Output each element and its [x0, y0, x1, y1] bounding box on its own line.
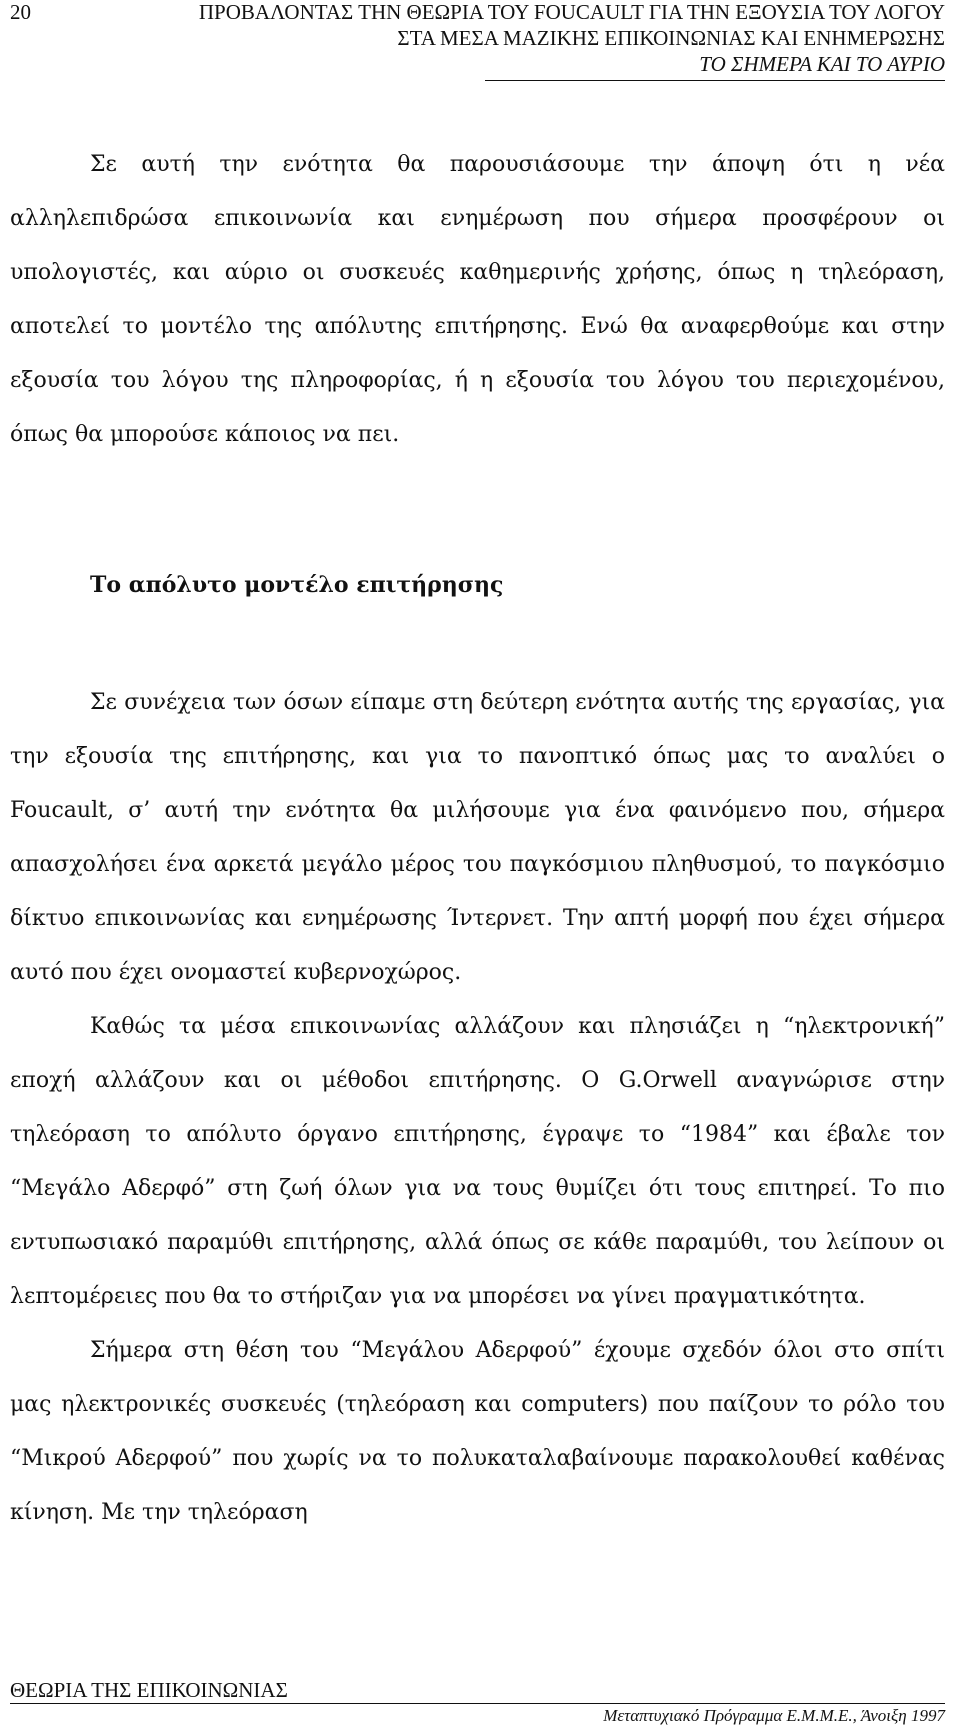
running-header-line-3: ΤΟ ΣΗΜΕΡΑ ΚΑΙ ΤΟ ΑΥΡΙΟ — [699, 52, 945, 76]
running-header-line-1: ΠΡΟΒΑΛΟΝΤΑΣ ΤΗΝ ΘΕΩΡΙΑ ΤΟΥ FOUCAULT ΓΙΑ ΤΗΝ ΕΞΟΥΣΙΑ ΤΟΥ ΛΟΓΟΥ — [198, 0, 945, 24]
section-heading: Το απόλυτο μοντέλο επιτήρησης — [90, 572, 504, 598]
body-paragraph-1: Σε συνέχεια των όσων είπαμε στη δεύτερη ενότητα αυτής της εργασίας, για την εξουσία της επιτήρησης, και για το πανοπτικό όπως μας το αναλύει ο Foucault, σ’ αυτή την ενότητα θα μιλήσουμε για ένα φαινόμενο που, σήμερα απασχολήσει ένα αρκετά μεγάλο μέρος του παγκόσμιου πληθυσμού, το παγκόσμιο δίκτυο επικοινωνίας και ενημέρωσης Ίντερνετ. Την απτή μορφή που έχει σήμερα αυτό που έχει ονομαστεί κυβερνοχώρος. — [10, 690, 945, 985]
body-paragraph-3: Σήμερα στη θέση του “Μεγάλου Αδερφού” έχουμε σχεδόν όλοι στο σπίτι μας ηλεκτρονικές συσκευές (τηλεόραση και computers) που παίζουν το ρόλο του “Μικρού Αδερφού” που χωρίς να το πολυκαταλαβαίνουμε παρακολουθεί καθένας κίνηση. Με την τηλεόραση — [10, 1338, 945, 1525]
intro-section — [10, 138, 945, 462]
body-paragraph-2: Καθώς τα μέσα επικοινωνίας αλλάζουν και πλησιάζει η “ηλεκτρονική” εποχή αλλάζουν και οι μέθοδοι επιτήρησης. Ο G.Orwell αναγνώρισε στην τηλεόραση το απόλυτο όργανο επιτήρησης, έγραψε το “1984” και έβαλε τον “Μεγάλο Αδερφό” στη ζωή όλων για να τους θυμίζει ότι τους επιτηρεί. Το πιο εντυπωσιακό παραμύθι επιτήρησης, αλλά όπως σε κάθε παραμύθι, του λείπουν οι λεπτομέρειες που θα το στήριζαν για να μπορέσει να γίνει πραγματικότητα. — [10, 1014, 945, 1309]
page-number: 20 — [10, 0, 31, 24]
header-rule — [485, 80, 945, 81]
running-header-line-2: ΣΤΑ ΜΕΣΑ ΜΑΖΙΚΗΣ ΕΠΙΚΟΙΝΩΝΙΑΣ ΚΑΙ ΕΝΗΜΕΡΩΣΗΣ — [397, 26, 945, 50]
intro-paragraph: Σε αυτή την ενότητα θα παρουσιάσουμε την άποψη ότι η νέα αλληλεπιδρώσα επικοινωνία και ενημέρωση που σήμερα προσφέρουν οι υπολογιστές, και αύριο οι συσκευές καθημερινής χρήσης, όπως η τηλεόραση, αποτελεί το μοντέλο της απόλυτης επιτήρησης. Ενώ θα αναφερθούμε και στην εξουσία του λόγου της πληροφορίας, ή η εξουσία του λόγου του περιεχομένου, όπως θα μπορούσε κάποιος να πει. — [10, 152, 945, 447]
main-section — [10, 676, 945, 1540]
footer-program-info: Μεταπτυχιακό Πρόγραμμα Ε.Μ.Μ.Ε., Άνοιξη 1997 — [603, 1706, 945, 1725]
footer-course-title: ΘΕΩΡΙΑ ΤΗΣ ΕΠΙΚΟΙΝΩΝΙΑΣ — [10, 1678, 288, 1702]
footer-rule — [10, 1703, 945, 1704]
